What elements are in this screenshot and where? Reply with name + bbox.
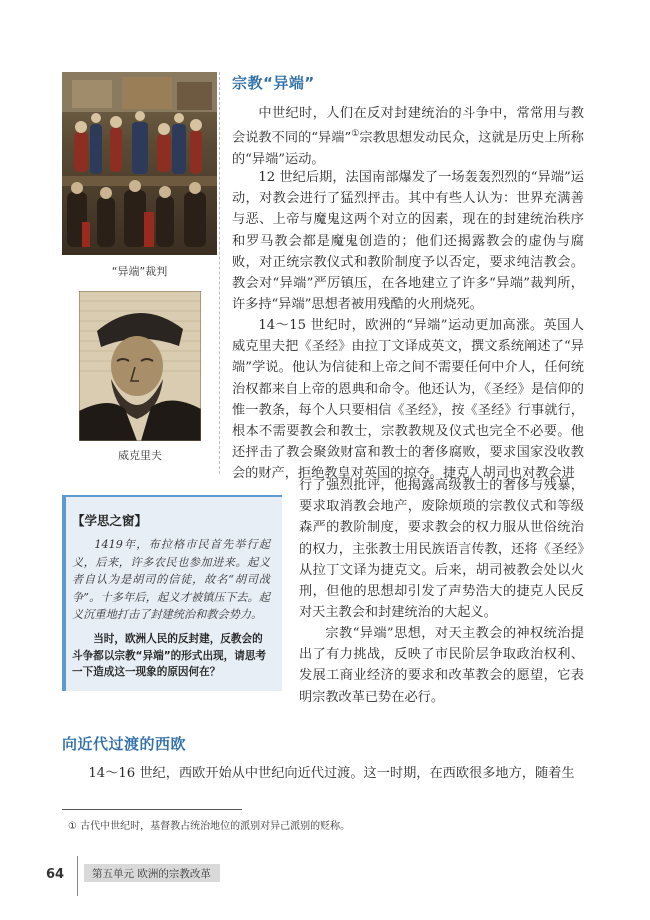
heresy-trial-caption: “异端”裁判 bbox=[111, 265, 168, 278]
heresy-trial-image bbox=[62, 72, 217, 255]
wycliffe-portrait-image bbox=[79, 291, 201, 441]
paragraph-2: 12 世纪后期，法国南部爆发了一场轰轰烈烈的“异端”运动，对教会进行了猛烈抨击。其中有些人认为：世界充满善与恶、上帝与魔鬼这两个对立的因素，现在的封建统治秩序和罗马教会都是魔鬼创造的；他们还揭露教会的虚伪与腐败，对正统宗教仪式和教阶制度予以否定，要求纯洁教会。教会对“异端”严厉镇压，在各地建立了许多“异端”裁判所，许多持“异端”思想者被用残酷的火刑烧死。 bbox=[232, 170, 584, 313]
thinking-window-title: 【学思之窗】 bbox=[72, 513, 148, 528]
paragraph-1 bbox=[232, 103, 584, 170]
footnote-rule bbox=[62, 809, 242, 810]
footnote-text: ① 古代中世纪时，基督教占统治地位的派别对异己派别的贬称。 bbox=[68, 821, 351, 832]
paragraph-3b: 行了强烈批评，他揭露高级教士的奢侈与残暴，要求取消教会地产，废除烦琐的宗教仪式和等级森严的教阶制度，要求教会的权力服从世俗统治的权力，主张教士用民族语言传教，还将《圣经》从拉丁文译为捷克文。后来，胡司被教会处以火刑，但他的思想却引发了声势浩大的捷克人民反对天主教会和封建统治的大起义。 bbox=[299, 478, 584, 621]
paragraph-1-rest: 宗教思想发动民众，这就是历史上所称的“异端”运动。 bbox=[232, 130, 584, 167]
heresy-trial-painting-icon bbox=[62, 72, 217, 255]
column-divider bbox=[219, 72, 220, 474]
thinking-window-question: 当时，欧洲人民的反封建，反教会的斗争都以宗教“异端”的形式出现，请思考一下造成这一现象的原因何在？ bbox=[72, 633, 267, 678]
section-title-heresy: 宗教“异端” bbox=[232, 74, 315, 92]
paragraph-transition: 14～16 世纪，西欧开始从中世纪向近代过渡。这一时期，在西欧很多地方，随着生 bbox=[88, 766, 575, 781]
paragraph-1-text: 中世纪时，人们在反对封建统治的斗争中，常常用与教会说教不同的“异端” bbox=[232, 106, 584, 146]
unit-label: 第五单元 欧洲的宗教改革 bbox=[92, 868, 211, 880]
thinking-window-accent bbox=[62, 495, 66, 691]
portrait-engraving-icon bbox=[79, 291, 201, 441]
footer-divider bbox=[77, 856, 78, 896]
thinking-window-top-border bbox=[62, 495, 282, 497]
wycliffe-caption: 威克里夫 bbox=[118, 449, 162, 462]
paragraph-4: 宗教“异端”思想，对天主教会的神权统治提出了有力挑战，反映了市民阶层争取政治权利、发展工商业经济的要求和改革教会的愿望，它表明宗教改革已势在必行。 bbox=[299, 626, 584, 705]
footnote-marker: ① bbox=[351, 129, 360, 140]
thinking-window-text: 1419年，布拉格市民首先举行起义，后来，许多农民也参加进来。起义者自认为是胡司的信徒，故名“胡司战争”。十多年后，起义才被镇压下去。起义沉重地打击了封建统治和教会势力。 bbox=[72, 538, 270, 621]
section-title-transition: 向近代过渡的西欧 bbox=[62, 735, 187, 753]
paragraph-3a: 14～15 世纪时，欧洲的“异端”运动更加高涨。英国人威克里夫把《圣经》由拉丁文译成英文，撰文系统阐述了“异端”学说。他认为信徒和上帝之间不需要任何中介人，任何统治权都来自上帝的恩典和命令。他还认为，《圣经》是信仰的惟一教条，每个人只要相信《圣经》，按《圣经》行事就行，根本不需要教会和教士，宗教教规及仪式也完全不必要。他还抨击了教会聚敛财富和教士的奢侈腐败，要求国家没收教会的财产，拒绝教皇对英国的掠夺。捷克人胡司也对教会进 bbox=[232, 318, 584, 482]
page-number: 64 bbox=[46, 867, 65, 882]
